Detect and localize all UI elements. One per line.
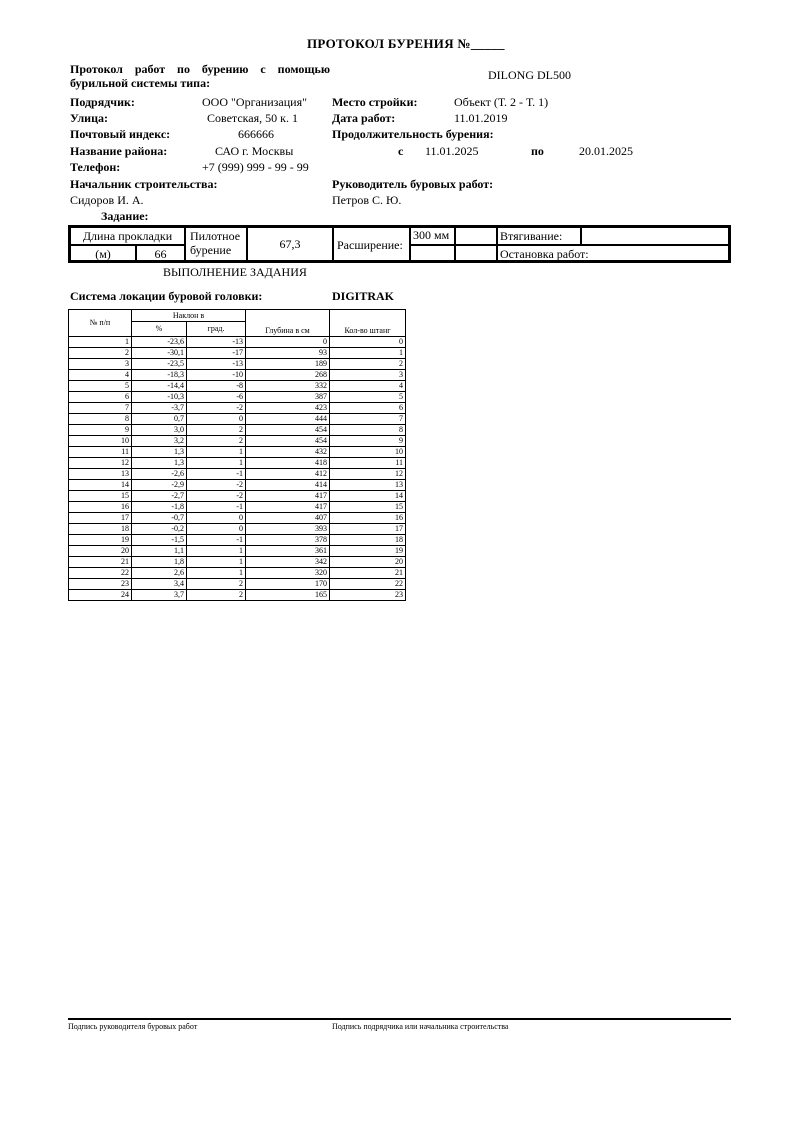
pilot-value-cell xyxy=(247,227,333,261)
table-row xyxy=(69,381,406,392)
col-header-percent: % xyxy=(132,322,187,337)
cell-rods: 3 xyxy=(330,370,406,381)
pilot-label-line2: бурение xyxy=(190,243,232,257)
empty-cell-bottom xyxy=(455,245,497,261)
execution-title: ВЫПОЛНЕНИЕ ЗАДАНИЯ xyxy=(163,265,307,279)
cell-num: 15 xyxy=(69,491,132,502)
cell-degree: -13 xyxy=(187,337,246,348)
table-row xyxy=(69,370,406,381)
cell-degree: -6 xyxy=(187,392,246,403)
pilot-label-cell xyxy=(185,227,247,261)
cell-percent: -1,8 xyxy=(132,502,187,513)
cell-rods: 10 xyxy=(330,447,406,458)
cell-rods: 21 xyxy=(330,568,406,579)
from-date: 11.01.2025 xyxy=(425,144,479,158)
cell-percent: -14,4 xyxy=(132,381,187,392)
col-header-num: № п/п xyxy=(69,310,132,337)
table-row xyxy=(69,590,406,601)
pilot-label-line1: Пилотное xyxy=(190,229,241,243)
length-label: Длина прокладки xyxy=(82,229,173,243)
cell-depth: 454 xyxy=(246,436,330,447)
cell-degree: 2 xyxy=(187,579,246,590)
cell-rods: 4 xyxy=(330,381,406,392)
cell-percent: 3,0 xyxy=(132,425,187,436)
table-row xyxy=(69,469,406,480)
from-label: с xyxy=(398,144,404,158)
cell-num: 16 xyxy=(69,502,132,513)
table-row xyxy=(69,568,406,579)
task-label: Задание: xyxy=(101,209,149,223)
cell-degree: -17 xyxy=(187,348,246,359)
cell-degree: -1 xyxy=(187,535,246,546)
col-header-rods: Кол-во штанг xyxy=(330,310,406,337)
district-label: Название района: xyxy=(70,144,168,158)
length-unit: (м) xyxy=(95,247,111,261)
cell-percent: -1,5 xyxy=(132,535,187,546)
cell-depth: 342 xyxy=(246,557,330,568)
table-row xyxy=(69,425,406,436)
cell-num: 8 xyxy=(69,414,132,425)
cell-percent: 2,6 xyxy=(132,568,187,579)
cell-num: 23 xyxy=(69,579,132,590)
cell-percent: 0,7 xyxy=(132,414,187,425)
cell-degree: -1 xyxy=(187,502,246,513)
cell-rods: 6 xyxy=(330,403,406,414)
cell-depth: 423 xyxy=(246,403,330,414)
cell-percent: -10,3 xyxy=(132,392,187,403)
col-header-degree: град. xyxy=(187,322,246,337)
cell-depth: 393 xyxy=(246,524,330,535)
locator-value: DIGITRAK xyxy=(332,289,395,303)
table-row xyxy=(69,436,406,447)
cell-num: 20 xyxy=(69,546,132,557)
expansion-value: 300 мм xyxy=(413,228,450,242)
contractor-value: ООО "Организация" xyxy=(202,95,307,109)
cell-percent: -2,9 xyxy=(132,480,187,491)
cell-depth: 332 xyxy=(246,381,330,392)
cell-degree: -10 xyxy=(187,370,246,381)
table-row xyxy=(69,513,406,524)
table-row xyxy=(69,337,406,348)
length-value-cell xyxy=(136,245,185,261)
cell-degree: 1 xyxy=(187,546,246,557)
task-strip xyxy=(68,225,731,263)
table-row xyxy=(69,546,406,557)
cell-rods: 20 xyxy=(330,557,406,568)
cell-depth: 93 xyxy=(246,348,330,359)
cell-rods: 14 xyxy=(330,491,406,502)
pullback-value-cell xyxy=(581,227,729,245)
site-label: Место стройки: xyxy=(332,95,418,109)
cell-num: 4 xyxy=(69,370,132,381)
table-row xyxy=(69,535,406,546)
expansion-label-cell xyxy=(333,227,410,261)
cell-num: 12 xyxy=(69,458,132,469)
cell-degree: -2 xyxy=(187,403,246,414)
cell-percent: -2,6 xyxy=(132,469,187,480)
table-body xyxy=(69,337,406,601)
cell-percent: 3,7 xyxy=(132,590,187,601)
cell-percent: -2,7 xyxy=(132,491,187,502)
stop-label-cell xyxy=(497,245,729,261)
cell-depth: 189 xyxy=(246,359,330,370)
cell-percent: -0,7 xyxy=(132,513,187,524)
cell-degree: 2 xyxy=(187,436,246,447)
expansion-value-cell xyxy=(410,227,455,245)
cell-degree: 1 xyxy=(187,568,246,579)
to-date: 20.01.2025 xyxy=(579,144,633,158)
cell-percent: 1,1 xyxy=(132,546,187,557)
cell-degree: 2 xyxy=(187,590,246,601)
cell-depth: 417 xyxy=(246,502,330,513)
cell-num: 6 xyxy=(69,392,132,403)
manager-name: Петров С. Ю. xyxy=(332,193,402,207)
cell-degree: -13 xyxy=(187,359,246,370)
cell-num: 18 xyxy=(69,524,132,535)
cell-depth: 417 xyxy=(246,491,330,502)
expansion-empty-cell xyxy=(410,245,455,261)
cell-percent: -23,5 xyxy=(132,359,187,370)
col-header-depth: Глубина в см xyxy=(246,310,330,337)
cell-percent: 3,2 xyxy=(132,436,187,447)
pullback-label: Втягивание: xyxy=(500,229,563,243)
cell-degree: 1 xyxy=(187,557,246,568)
cell-percent: -30,1 xyxy=(132,348,187,359)
cell-depth: 361 xyxy=(246,546,330,557)
cell-degree: 0 xyxy=(187,524,246,535)
table-row xyxy=(69,414,406,425)
length-label-cell xyxy=(70,227,185,245)
cell-percent: 1,3 xyxy=(132,458,187,469)
cell-num: 2 xyxy=(69,348,132,359)
sign-left: Подпись руководителя буровых работ xyxy=(68,1022,198,1031)
cell-rods: 17 xyxy=(330,524,406,535)
cell-degree: -1 xyxy=(187,469,246,480)
system-label-line1: Протокол работ по бурению с помощью xyxy=(70,62,330,76)
cell-rods: 18 xyxy=(330,535,406,546)
sign-right: Подпись подрядчика или начальника строительства xyxy=(332,1022,509,1031)
cell-percent: -3,7 xyxy=(132,403,187,414)
cell-num: 24 xyxy=(69,590,132,601)
cell-depth: 454 xyxy=(246,425,330,436)
cell-num: 9 xyxy=(69,425,132,436)
cell-percent: 1,8 xyxy=(132,557,187,568)
site-value: Объект (Т. 2 - Т. 1) xyxy=(454,95,549,109)
cell-percent: -0,2 xyxy=(132,524,187,535)
cell-degree: 1 xyxy=(187,458,246,469)
chief-name: Сидоров И. А. xyxy=(70,193,144,207)
table-row xyxy=(69,348,406,359)
cell-depth: 412 xyxy=(246,469,330,480)
table-row xyxy=(69,579,406,590)
postcode-value: 666666 xyxy=(238,127,274,141)
expansion-label: Расширение: xyxy=(337,238,403,252)
cell-percent: -23,6 xyxy=(132,337,187,348)
cell-depth: 170 xyxy=(246,579,330,590)
duration-label: Продолжительность бурения: xyxy=(332,127,494,141)
stop-label: Остановка работ: xyxy=(500,247,589,261)
cell-rods: 22 xyxy=(330,579,406,590)
page-title: ПРОТОКОЛ БУРЕНИЯ №_____ xyxy=(307,36,505,51)
cell-num: 11 xyxy=(69,447,132,458)
cell-degree: -2 xyxy=(187,480,246,491)
table-row xyxy=(69,480,406,491)
empty-cell-top xyxy=(455,227,497,245)
table-header-row xyxy=(69,310,406,322)
cell-depth: 407 xyxy=(246,513,330,524)
cell-num: 22 xyxy=(69,568,132,579)
cell-rods: 2 xyxy=(330,359,406,370)
cell-percent: 1,3 xyxy=(132,447,187,458)
chief-label: Начальник строительства: xyxy=(70,177,218,191)
cell-rods: 8 xyxy=(330,425,406,436)
cell-degree: 0 xyxy=(187,513,246,524)
phone-value: +7 (999) 999 - 99 - 99 xyxy=(202,160,309,174)
cell-rods: 11 xyxy=(330,458,406,469)
cell-depth: 268 xyxy=(246,370,330,381)
table-row xyxy=(69,359,406,370)
unit-cell xyxy=(70,245,136,261)
table-row xyxy=(69,557,406,568)
cell-num: 17 xyxy=(69,513,132,524)
cell-num: 5 xyxy=(69,381,132,392)
cell-num: 21 xyxy=(69,557,132,568)
table-row xyxy=(69,524,406,535)
cell-depth: 444 xyxy=(246,414,330,425)
table-row xyxy=(69,502,406,513)
pilot-value: 67,3 xyxy=(279,237,301,251)
table-row xyxy=(69,491,406,502)
cell-degree: 0 xyxy=(187,414,246,425)
cell-rods: 5 xyxy=(330,392,406,403)
contractor-label: Подрядчик: xyxy=(70,95,135,109)
cell-rods: 1 xyxy=(330,348,406,359)
phone-label: Телефон: xyxy=(70,160,121,174)
cell-depth: 414 xyxy=(246,480,330,491)
table-row xyxy=(69,403,406,414)
district-value: САО г. Москвы xyxy=(215,144,294,158)
cell-depth: 165 xyxy=(246,590,330,601)
cell-depth: 0 xyxy=(246,337,330,348)
table-row xyxy=(69,458,406,469)
system-value: DILONG DL500 xyxy=(488,68,571,82)
manager-label: Руководитель буровых работ: xyxy=(332,177,494,191)
drilling-table xyxy=(68,309,406,601)
cell-depth: 320 xyxy=(246,568,330,579)
table-row xyxy=(69,447,406,458)
to-label: по xyxy=(531,144,544,158)
cell-degree: -2 xyxy=(187,491,246,502)
cell-rods: 19 xyxy=(330,546,406,557)
postcode-label: Почтовый индекс: xyxy=(70,127,171,141)
locator-label: Система локации буровой головки: xyxy=(70,289,263,303)
cell-rods: 9 xyxy=(330,436,406,447)
cell-percent: 3,4 xyxy=(132,579,187,590)
street-value: Советская, 50 к. 1 xyxy=(207,111,298,125)
cell-rods: 12 xyxy=(330,469,406,480)
cell-num: 14 xyxy=(69,480,132,491)
cell-rods: 13 xyxy=(330,480,406,491)
signature-line xyxy=(68,1018,731,1020)
length-value: 66 xyxy=(154,247,167,261)
cell-degree: -8 xyxy=(187,381,246,392)
cell-rods: 15 xyxy=(330,502,406,513)
street-label: Улица: xyxy=(70,111,109,125)
cell-rods: 0 xyxy=(330,337,406,348)
cell-rods: 7 xyxy=(330,414,406,425)
col-header-incline: Наклон в xyxy=(132,310,246,322)
table-row xyxy=(69,392,406,403)
cell-num: 13 xyxy=(69,469,132,480)
cell-num: 19 xyxy=(69,535,132,546)
date-value: 11.01.2019 xyxy=(454,111,508,125)
cell-num: 3 xyxy=(69,359,132,370)
cell-degree: 1 xyxy=(187,447,246,458)
cell-rods: 16 xyxy=(330,513,406,524)
date-label: Дата работ: xyxy=(332,111,396,125)
cell-depth: 387 xyxy=(246,392,330,403)
cell-depth: 432 xyxy=(246,447,330,458)
cell-percent: -18,3 xyxy=(132,370,187,381)
pullback-label-cell xyxy=(497,227,581,245)
cell-degree: 2 xyxy=(187,425,246,436)
cell-rods: 23 xyxy=(330,590,406,601)
cell-num: 1 xyxy=(69,337,132,348)
cell-num: 10 xyxy=(69,436,132,447)
cell-num: 7 xyxy=(69,403,132,414)
cell-depth: 418 xyxy=(246,458,330,469)
system-label-line2: бурильной системы типа: xyxy=(70,76,211,90)
cell-depth: 378 xyxy=(246,535,330,546)
